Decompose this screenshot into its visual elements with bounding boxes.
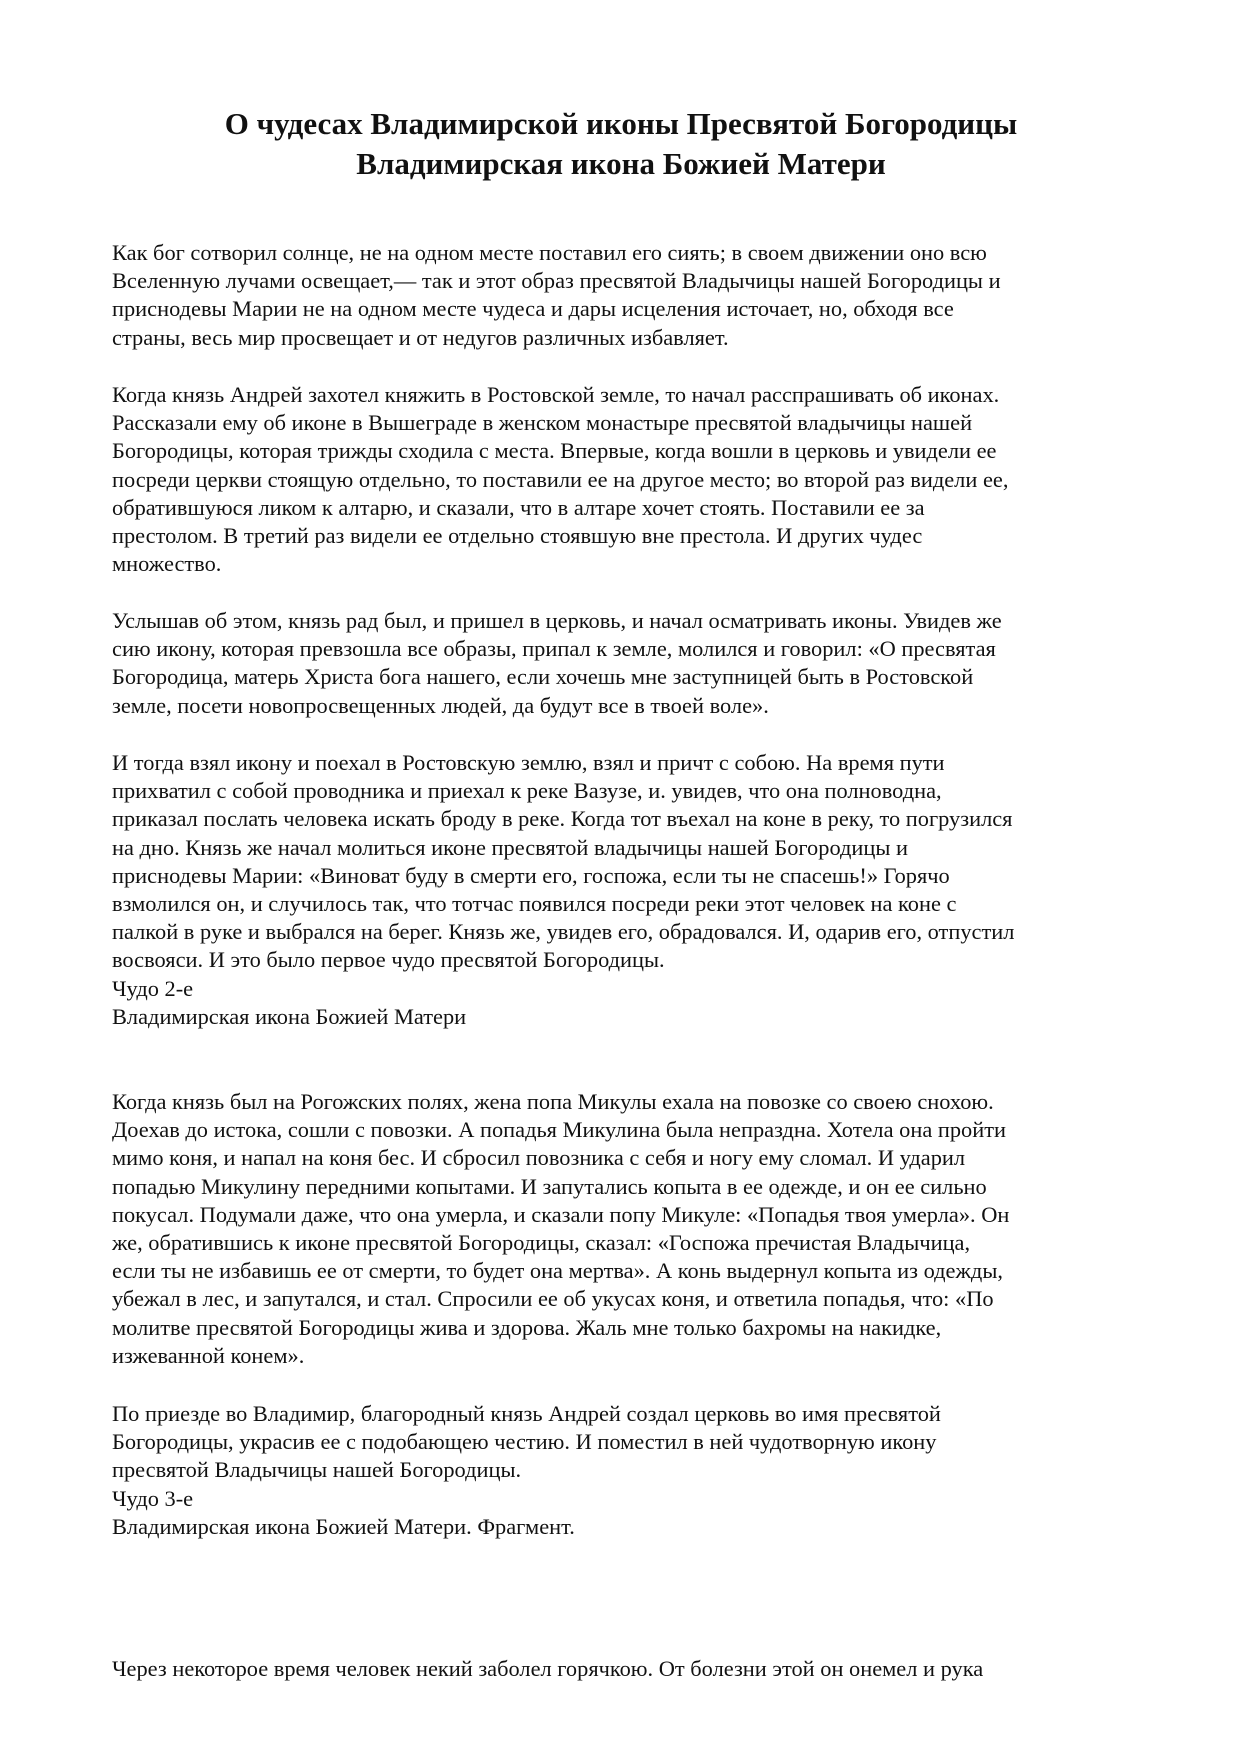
text-line: палкой в руке и выбрался на берег. Князь же, увидев его, обрадовался. И, одарив его, отпустил [112, 919, 1015, 945]
paragraph-1 [112, 239, 1132, 352]
title-line-1: О чудесах Владимирской иконы Пресвятой Богородицы [224, 106, 1018, 141]
text-line: страны, весь мир просвещает и от недугов различных избавляет. [112, 324, 729, 350]
text-line: же, обратившись к иконе пресвятой Богородицы, сказал: «Госпожа пречистая Владычица, [112, 1230, 971, 1256]
document-title [0, 104, 1242, 184]
miracle-heading: Чудо 3-е [112, 1485, 194, 1511]
paragraph-6 [112, 1400, 1132, 1541]
paragraph-5 [112, 1088, 1132, 1370]
text-line: земле, посети новопросвещенных людей, да будут все в твоей воле». [112, 692, 769, 718]
text-line: приснодевы Марии: «Виноват буду в смерти его, госпожа, если ты не спасешь!» Горячо [112, 862, 950, 888]
paragraph-4 [112, 749, 1132, 1031]
text-line: Как бог сотворил солнце, не на одном месте поставил его сиять; в своем движении оно всю [112, 240, 987, 265]
paragraph-3 [112, 607, 1132, 720]
miracle-heading: Чудо 2-е [112, 975, 194, 1001]
text-line: Когда князь был на Рогожских полях, жена попа Микулы ехала на повозке со своею снохою. [112, 1089, 994, 1114]
text-line: покусал. Подумали даже, что она умерла, и сказали попу Микуле: «Попадья твоя умерла». Он [112, 1201, 1010, 1227]
text-line: приказал послать человека искать броду в реке. Когда тот въехал на коне в реку, то погрузился [112, 806, 1013, 832]
text-line: взмолился он, и случилось так, что тотчас появился посреди реки этот человек на коне с [112, 891, 957, 917]
text-line: По приезде во Владимир, благородный князь Андрей создал церковь во имя пресвятой [112, 1401, 941, 1426]
text-line: Когда князь Андрей захотел княжить в Ростовской земле, то начал расспрашивать об иконах. [112, 382, 1000, 407]
text-line: И тогда взял икону и поехал в Ростовскую землю, взял и причт с собою. На время пути [112, 750, 945, 775]
text-line: на дно. Князь же начал молиться иконе пресвятой владычицы нашей Богородицы и [112, 834, 908, 860]
text-line: обратившуюся ликом к алтарю, и сказали, что в алтаре хочет стоять. Поставили ее за [112, 494, 925, 520]
text-line: посреди церкви стоящую отдельно, то поставили ее на другое место; во второй раз видели ее, [112, 466, 1009, 492]
text-line: убежал в лес, и запутался, и стал. Спросили ее об укусах коня, и ответила попадья, что: «По [112, 1286, 994, 1312]
paragraph-7 [112, 1655, 1132, 1683]
title-line-2: Владимирская икона Божией Матери [356, 146, 886, 181]
text-line: прихватил с собой проводника и приехал к реке Вазузе, и. увидев, что она полноводна, [112, 778, 942, 804]
text-line: Богородицы, украсив ее с подобающею честию. И поместил в ней чудотворную икону [112, 1429, 937, 1455]
text-line: Рассказали ему об иконе в Вышеграде в женском монастыре пресвятой владычицы нашей [112, 410, 973, 436]
text-line: Богородица, матерь Христа бога нашего, если хочешь мне заступницей быть в Ростовской [112, 664, 974, 690]
paragraph-2 [112, 381, 1132, 578]
text-line: Через некоторое время человек некий заболел горячкою. От болезни этой он онемел и рука [112, 1656, 984, 1681]
text-line: если ты не избавишь ее от смерти, то будет она мертва». А конь выдернул копыта из одежды, [112, 1258, 1003, 1284]
text-line: пресвятой Владычицы нашей Богородицы. [112, 1457, 522, 1483]
text-line: Услышав об этом, князь рад был, и пришел в церковь, и начал осматривать иконы. Увидев же [112, 608, 1002, 633]
text-line: попадью Микулину передними копытами. И запутались копыта в ее одежде, и он ее сильно [112, 1173, 987, 1199]
image-caption: Владимирская икона Божией Матери [112, 1003, 467, 1029]
text-line: Богородицы, которая трижды сходила с места. Впервые, когда вошли в церковь и увидели ее [112, 438, 997, 464]
text-line: престолом. В третий раз видели ее отдельно стоявшую вне престола. И других чудес [112, 523, 923, 549]
text-line: мимо коня, и напал на коня бес. И сбросил повозника с себя и ногу ему сломал. И ударил [112, 1145, 966, 1171]
text-line: восвояси. И это было первое чудо пресвятой Богородицы. [112, 947, 665, 973]
image-caption: Владимирская икона Божией Матери. Фрагмент. [112, 1513, 575, 1539]
text-line: Доехав до истока, сошли с повозки. А попадья Микулина была непраздна. Хотела она пройти [112, 1117, 1006, 1143]
text-line: молитве пресвятой Богородицы жива и здорова. Жаль мне только бахромы на накидке, [112, 1314, 942, 1340]
text-line: Вселенную лучами освещает,— так и этот образ пресвятой Владычицы нашей Богородицы и [112, 268, 1001, 294]
text-line: сию икону, которая превзошла все образы, припал к земле, молился и говорил: «О пресвятая [112, 636, 996, 662]
text-line: множество. [112, 551, 222, 577]
text-line: изжеванной конем». [112, 1342, 305, 1368]
text-line: приснодевы Марии не на одном месте чудеса и дары исцеления источает, но, обходя все [112, 296, 954, 322]
